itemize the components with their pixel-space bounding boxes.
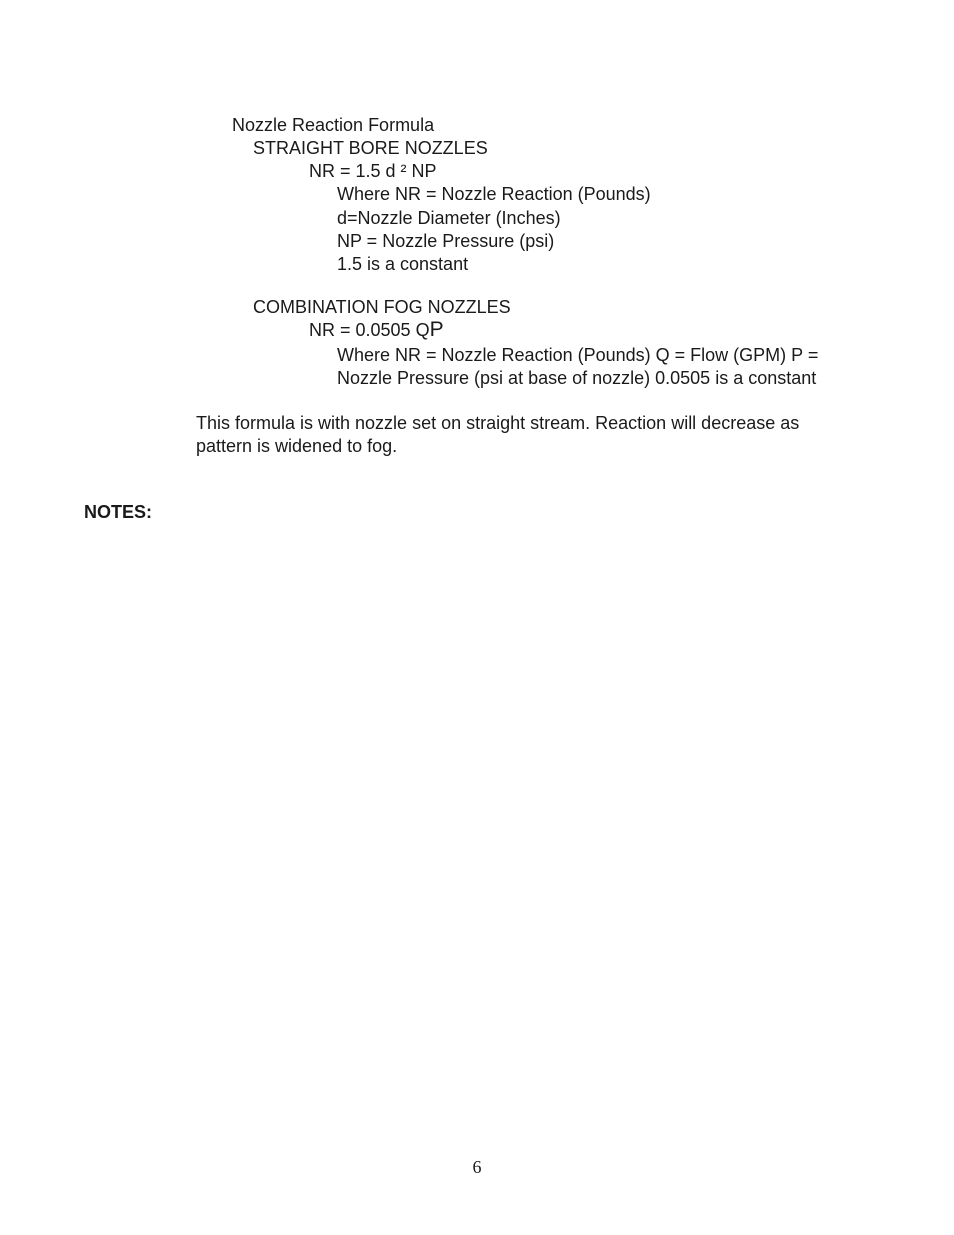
straight-bore-definition-1: Where NR = Nozzle Reaction (Pounds) — [337, 184, 651, 204]
combination-fog-definition-1: Where NR = Nozzle Reaction (Pounds) Q = Flow (GPM) P = — [337, 345, 819, 365]
combination-fog-formula-p: P — [429, 318, 444, 341]
straight-bore-heading: STRAIGHT BORE NOZZLES — [253, 138, 488, 158]
notes-label: NOTES: — [84, 502, 153, 522]
straight-bore-formula — [309, 160, 437, 182]
straight-bore-definition-2: d=Nozzle Diameter (Inches) — [337, 208, 561, 228]
combination-fog-formula — [309, 319, 444, 341]
straight-bore-formula-superscript: ² — [400, 161, 407, 181]
combination-fog-heading: COMBINATION FOG NOZZLES — [253, 297, 511, 317]
combination-fog-formula-prefix: NR = 0.0505 Q — [309, 320, 430, 340]
straight-bore-definition-3: NP = Nozzle Pressure (psi) — [337, 231, 555, 251]
note-paragraph-line-2: pattern is widened to fog. — [196, 436, 398, 456]
straight-bore-formula-prefix: NR = 1.5 d — [309, 161, 401, 181]
straight-bore-formula-suffix: NP — [406, 161, 437, 181]
page-number: 6 — [472, 1157, 482, 1177]
section-title: Nozzle Reaction Formula — [232, 115, 435, 135]
combination-fog-definition-2: Nozzle Pressure (psi at base of nozzle) 0.0505 is a constant — [337, 368, 817, 388]
note-paragraph-line-1: This formula is with nozzle set on straight stream. Reaction will decrease as — [196, 413, 800, 433]
straight-bore-definition-4: 1.5 is a constant — [337, 254, 469, 274]
